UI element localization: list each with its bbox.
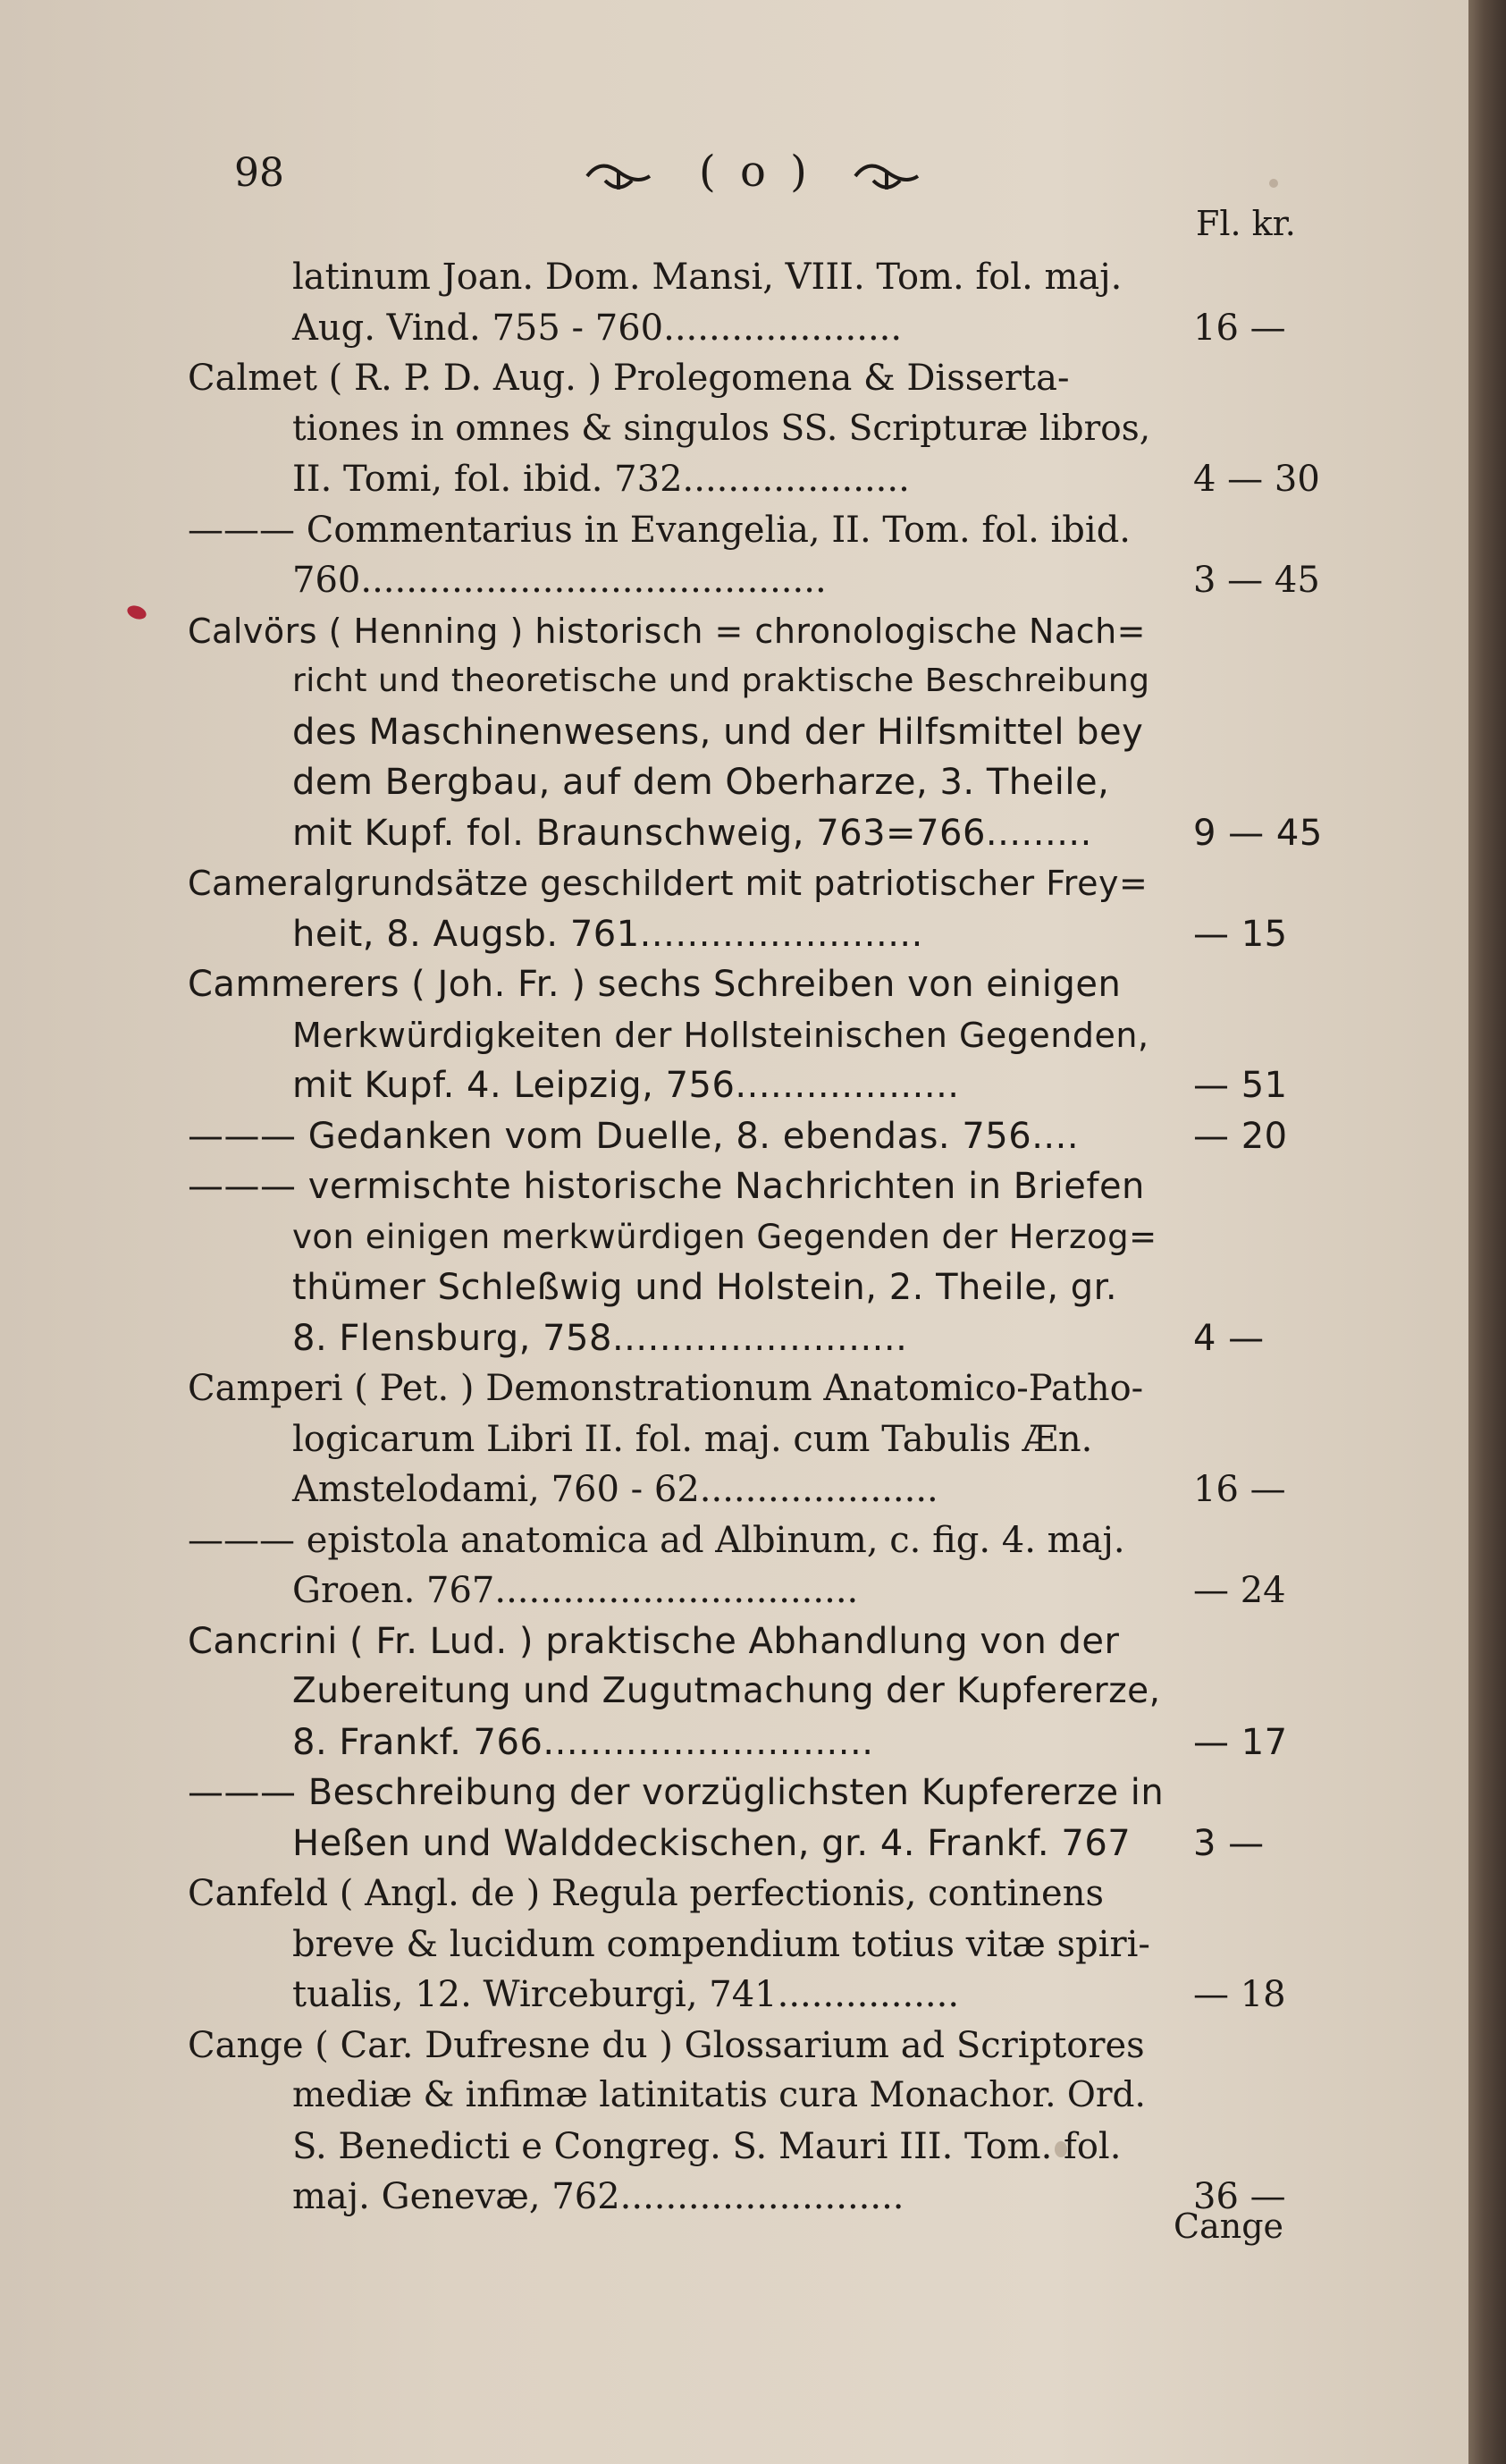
entry-line: 760......................................... 3 — 45 [292,560,1320,601]
entry-line: des Maschinenwesens, und der Hilfsmittel bey [292,711,1144,753]
entry-line: logicarum Libri II. fol. maj. cum Tabulis Æn. [292,1418,1093,1460]
entry-line: Calvörs ( Henning ) historisch = chronologische Nach= [188,611,1147,651]
entry-line: Amstelodami, 760 - 62..................... 16 — [292,1469,1286,1510]
entry-line: tualis, 12. Wirceburgi, 741................ — 18 [292,1974,1286,2015]
running-header [234,147,1334,213]
entry-line: mediæ & infimæ latinitatis cura Monachor. Ord. [292,2075,1146,2115]
entry-line: Cammerers ( Joh. Fr. ) sechs Schreiben von einigen [188,964,1122,1005]
page-edge-shadow [1468,0,1506,2464]
entry-line: mit Kupf. 4. Leipzig, 756................... — 51 [292,1065,1288,1106]
entry-line: maj. Genevæ, 762......................... 36 — [292,2176,1286,2217]
entry-line: latinum Joan. Dom. Mansi, VIII. Tom. fol. maj. [292,257,1123,298]
entry-line: Aug. Vind. 755 - 760..................... 16 — [292,307,1286,349]
entry-line: von einigen merkwürdigen Gegenden der Herzog= [292,1217,1157,1256]
entry-line: mit Kupf. fol. Braunschweig, 763=766......... 9 — 45 [292,812,1323,854]
entry-line: 8. Flensburg, 758......................... 4 — [292,1317,1265,1359]
entry-line: ——— Commentarius in Evangelia, II. Tom. fol. ibid. [188,509,1132,551]
entry-line: II. Tomi, fol. ibid. 732.................... 4 — 30 [292,459,1320,500]
entry-line: Canfeld ( Angl. de ) Regula perfectionis, continens [188,1873,1104,1914]
right-fleuron-icon [851,154,922,198]
entry-line: richt und theoretische und praktische Beschreibung [292,662,1150,699]
entry-line: 8. Frankf. 766............................ — 17 [292,1721,1288,1763]
left-fleuron-icon [583,154,654,198]
entry-line: ——— Beschreibung der vorzüglichsten Kupfererze in [188,1772,1165,1813]
entry-line: Cange ( Car. Dufresne du ) Glossarium ad Scriptores [188,2024,1145,2066]
entry-line: Heßen und Walddeckischen, gr. 4. Frankf. 767 3 — [292,1822,1265,1864]
currency-column-heading: Fl. kr. [1196,204,1296,243]
entry-line: heit, 8. Augsb. 761........................ — 15 [292,913,1288,955]
entry-line: Groen. 767................................ — 24 [292,1570,1286,1611]
catchword: Cange [1174,2207,1284,2246]
entry-line: ——— Gedanken vom Duelle, 8. ebendas. 756.... — 20 [188,1115,1288,1157]
entry-line: Calmet ( R. P. D. Aug. ) Prolegomena & Disserta- [188,358,1070,399]
catalog-entries [188,252,1341,2223]
entry-line: Merkwürdigkeiten der Hollsteinischen Gegenden, [292,1015,1149,1055]
entry-line: Cancrini ( Fr. Lud. ) praktische Abhandlung von der [188,1620,1120,1662]
ornament-text: ( o ) [699,147,812,197]
page-number: 98 [234,150,284,196]
entry-line: thümer Schleßwig und Holstein, 2. Theile, gr. [292,1267,1118,1308]
entry-line: ——— vermischte historische Nachrichten in Briefen [188,1166,1145,1207]
entry-line: Cameralgrundsätze geschildert mit patriotischer Frey= [188,864,1148,903]
entry-line: dem Bergbau, auf dem Oberharze, 3. Theile, [292,762,1110,803]
entry-line: Zubereitung und Zugutmachung der Kupfererze, [292,1671,1161,1711]
header-ornament [583,147,922,204]
entry-line: Camperi ( Pet. ) Demonstrationum Anatomico-Patho- [188,1368,1144,1409]
entry-line: S. Benedicti e Congreg. S. Mauri III. Tom. fol. [292,2125,1122,2167]
red-ink-mark [125,603,147,622]
entry-line: tiones in omnes & singulos SS. Scripturæ libros, [292,408,1151,449]
entry-line: breve & lucidum compendium totius vitæ spiri- [292,1923,1150,1965]
entry-line: ——— epistola anatomica ad Albinum, c. fig. 4. maj. [188,1519,1125,1561]
